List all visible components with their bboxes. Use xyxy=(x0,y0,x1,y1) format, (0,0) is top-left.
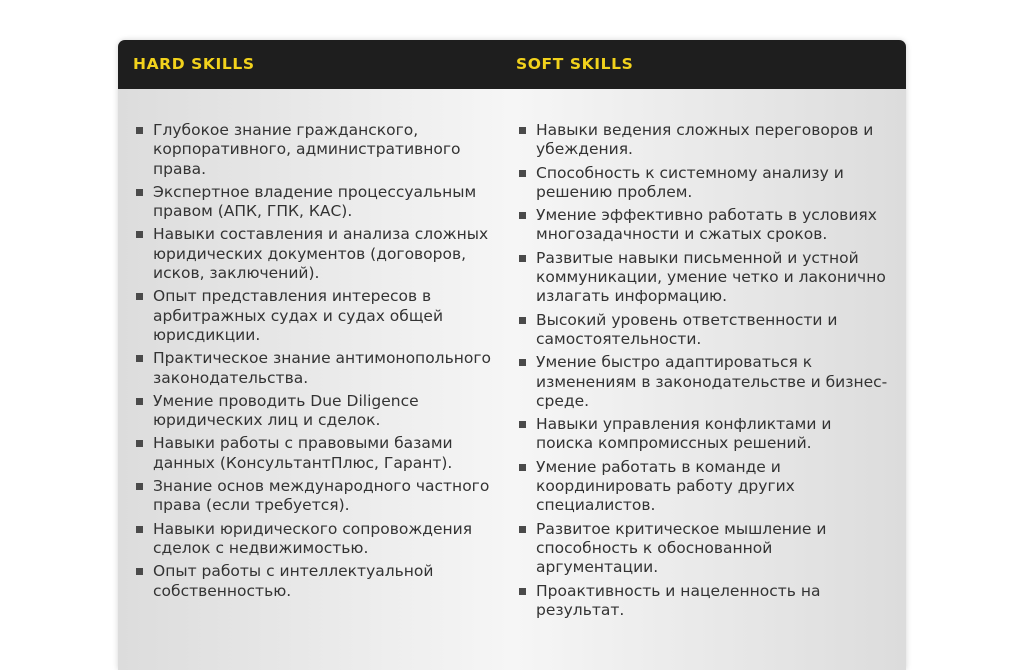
list-item xyxy=(136,183,491,222)
list-item xyxy=(519,520,889,578)
list-item xyxy=(136,562,491,601)
list-item-text: Проактивность и нацеленность на результат. xyxy=(536,581,821,619)
list-item xyxy=(519,458,889,516)
list-item xyxy=(136,287,491,345)
bullet-icon xyxy=(136,355,143,362)
list-item xyxy=(519,164,889,203)
bullet-icon xyxy=(519,212,526,219)
list-item xyxy=(136,349,491,388)
list-item xyxy=(519,121,889,160)
hard-skills-list xyxy=(136,121,491,605)
soft-skills-list xyxy=(519,121,889,624)
list-item-text: Развитые навыки письменной и устной коммуникации, умение четко и лаконично излагать информацию. xyxy=(536,248,886,306)
list-item xyxy=(519,415,889,454)
bullet-icon xyxy=(519,588,526,595)
bullet-icon xyxy=(519,526,526,533)
list-item-text: Практическое знание антимонопольного законодательства. xyxy=(153,349,491,387)
bullet-icon xyxy=(519,359,526,366)
list-item-text: Высокий уровень ответственности и самостоятельности. xyxy=(536,310,838,348)
list-item xyxy=(136,477,491,516)
list-item xyxy=(136,392,491,431)
list-item-text: Навыки ведения сложных переговоров и убеждения. xyxy=(536,121,874,159)
bullet-icon xyxy=(136,398,143,405)
hard-skills-heading: HARD SKILLS xyxy=(133,55,255,73)
bullet-icon xyxy=(136,483,143,490)
list-item-text: Способность к системному анализу и решению проблем. xyxy=(536,163,844,201)
list-item xyxy=(519,353,889,411)
bullet-icon xyxy=(519,127,526,134)
list-item-text: Развитое критическое мышление и способность к обоснованной аргументации. xyxy=(536,519,827,577)
bullet-icon xyxy=(136,231,143,238)
list-item-text: Навыки управления конфликтами и поиска компромиссных решений. xyxy=(536,415,832,453)
list-item xyxy=(519,582,889,621)
list-item xyxy=(136,434,491,473)
list-item-text: Навыки работы с правовыми базами данных (КонсультантПлюс, Гарант). xyxy=(153,434,453,472)
list-item-text: Знание основ международного частного права (если требуется). xyxy=(153,477,490,515)
list-item xyxy=(519,249,889,307)
list-item xyxy=(519,311,889,350)
list-item-text: Навыки составления и анализа сложных юридических документов (договоров, исков, заключений). xyxy=(153,225,489,283)
bullet-icon xyxy=(519,421,526,428)
list-item xyxy=(136,225,491,283)
soft-skills-heading: SOFT SKILLS xyxy=(516,55,634,73)
list-item xyxy=(136,121,491,179)
list-item-text: Навыки юридического сопровождения сделок с недвижимостью. xyxy=(153,519,473,557)
bullet-icon xyxy=(136,526,143,533)
list-item-text: Умение работать в команде и координировать работу других специалистов. xyxy=(536,457,795,515)
table-header xyxy=(118,40,906,89)
list-item-text: Экспертное владение процессуальным правом (АПК, ГПК, КАС). xyxy=(153,182,477,221)
list-item-text: Умение эффективно работать в условиях многозадачности и сжатых сроков. xyxy=(536,206,877,244)
list-item xyxy=(136,520,491,559)
list-item-text: Глубокое знание гражданского, корпоративного, административного права. xyxy=(153,121,461,178)
list-item xyxy=(519,206,889,245)
list-item-text: Умение быстро адаптироваться к изменениям в законодательстве и бизнес-среде. xyxy=(536,353,888,410)
list-item-text: Опыт работы с интеллектуальной собственностью. xyxy=(153,562,434,600)
bullet-icon xyxy=(136,127,143,134)
list-item-text: Опыт представления интересов в арбитражных судах и судах общей юрисдикции. xyxy=(153,287,444,344)
bullet-icon xyxy=(136,189,143,196)
skills-table xyxy=(118,40,906,670)
bullet-icon xyxy=(519,170,526,177)
list-item-text: Умение проводить Due Diligence юридических лиц и сделок. xyxy=(153,391,419,430)
bullet-icon xyxy=(136,440,143,447)
bullet-icon xyxy=(136,293,143,300)
bullet-icon xyxy=(519,464,526,471)
bullet-icon xyxy=(519,317,526,324)
bullet-icon xyxy=(136,568,143,575)
bullet-icon xyxy=(519,255,526,262)
